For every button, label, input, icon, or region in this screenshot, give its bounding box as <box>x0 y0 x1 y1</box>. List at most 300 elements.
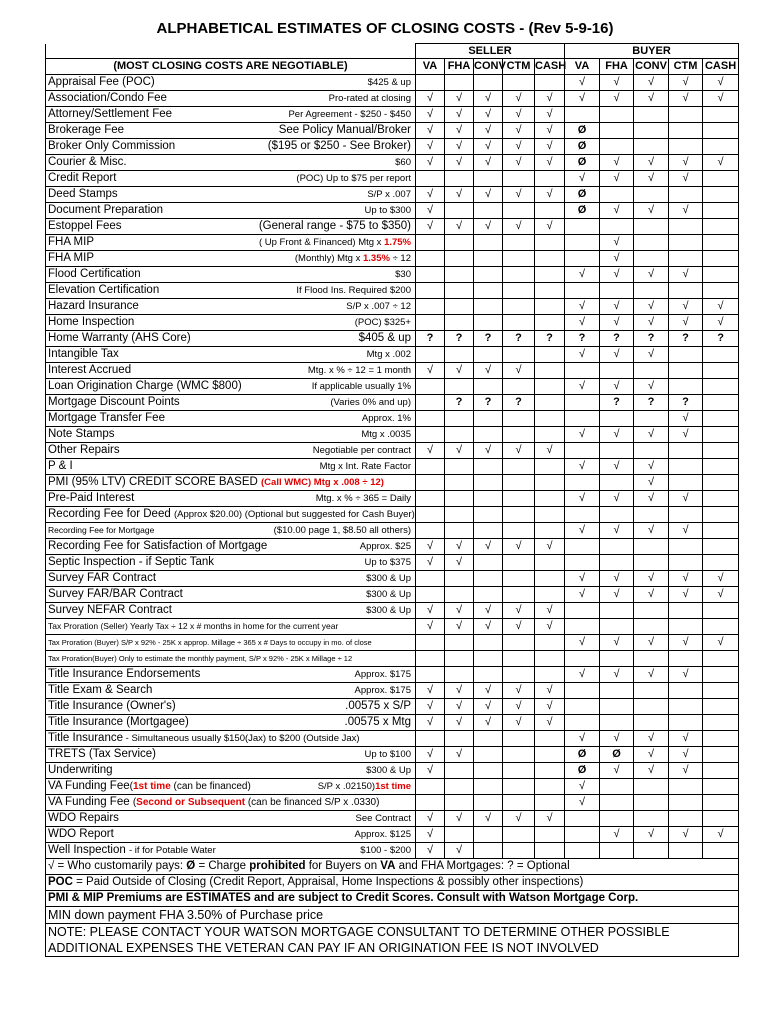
cost-item-value: Per Agreement - $250 - $450 <box>288 109 411 120</box>
mark-cell: √ <box>416 827 445 843</box>
cost-item <box>46 667 416 683</box>
mark-cell <box>634 363 669 379</box>
cost-item <box>46 811 416 827</box>
mark-cell <box>503 283 535 299</box>
mark-cell <box>703 395 739 411</box>
mark-cell: √ <box>703 587 739 603</box>
seller-cash-header: CASH <box>535 59 565 75</box>
mark-cell: √ <box>535 443 565 459</box>
table-row <box>46 491 739 507</box>
mark-cell <box>535 843 565 859</box>
mark-cell <box>503 491 535 507</box>
mark-cell <box>416 459 445 475</box>
mark-cell <box>416 251 445 267</box>
cost-item-name: Courier & Misc. <box>48 156 127 168</box>
mark-cell <box>474 827 503 843</box>
mark-cell: √ <box>600 379 634 395</box>
mark-cell <box>600 539 634 555</box>
mark-cell <box>600 603 634 619</box>
mark-cell <box>445 475 474 491</box>
cost-item-name: Brokerage Fee <box>48 124 125 136</box>
mark-cell <box>565 363 600 379</box>
mark-cell <box>703 763 739 779</box>
cost-item-name: Appraisal Fee (POC) <box>48 76 155 88</box>
table-row <box>46 747 739 763</box>
mark-cell: √ <box>600 347 634 363</box>
mark-cell <box>503 379 535 395</box>
mark-cell <box>535 347 565 363</box>
mark-cell: √ <box>416 219 445 235</box>
table-row <box>46 91 739 107</box>
mark-cell <box>474 571 503 587</box>
mark-cell <box>535 507 565 523</box>
mark-cell <box>634 443 669 459</box>
mark-cell <box>474 747 503 763</box>
mark-cell: √ <box>669 411 703 427</box>
mark-cell: √ <box>416 843 445 859</box>
table-row <box>46 699 739 715</box>
cost-item <box>46 219 416 235</box>
mark-cell: √ <box>634 203 669 219</box>
mark-cell <box>474 763 503 779</box>
table-row <box>46 331 739 347</box>
mark-cell: √ <box>416 715 445 731</box>
cost-item <box>46 507 416 523</box>
mark-cell <box>445 779 474 795</box>
mark-cell <box>416 283 445 299</box>
cost-item-value: Approx. $25 <box>359 541 411 552</box>
mark-cell: √ <box>535 811 565 827</box>
mark-cell: ? <box>669 331 703 347</box>
poc-line: POC = Paid Outside of Closing (Credit Report, Appraisal, Home Inspections & possibly other inspections) <box>46 875 739 891</box>
mark-cell <box>503 635 535 651</box>
mark-cell <box>474 75 503 91</box>
cost-item-name: Credit Report <box>48 172 117 184</box>
mark-cell <box>445 75 474 91</box>
seller-ctm-header: CTM <box>503 59 535 75</box>
mark-cell: √ <box>634 747 669 763</box>
mark-cell: √ <box>703 827 739 843</box>
table-row <box>46 251 739 267</box>
header-blank <box>46 44 416 59</box>
mark-cell: √ <box>503 155 535 171</box>
table-row <box>46 651 739 667</box>
mark-cell: √ <box>445 843 474 859</box>
cost-item-value: ($195 or $250 - See Broker) <box>267 140 411 152</box>
page-title: ALPHABETICAL ESTIMATES OF CLOSING COSTS - (Rev 5-9-16) <box>156 20 614 37</box>
mark-cell: √ <box>416 363 445 379</box>
mark-cell <box>669 811 703 827</box>
cost-item <box>46 571 416 587</box>
mark-cell <box>474 507 503 523</box>
mark-cell <box>474 459 503 475</box>
mark-cell <box>565 475 600 491</box>
mark-cell <box>669 187 703 203</box>
mark-cell <box>535 203 565 219</box>
mark-cell <box>703 811 739 827</box>
mark-cell <box>703 779 739 795</box>
mark-cell <box>474 491 503 507</box>
cost-item <box>46 315 416 331</box>
pmi-line: PMI & MIP Premiums are ESTIMATES and are subject to Credit Scores. Consult with Watson Mortgage Corp. <box>46 891 739 907</box>
cost-item-value: See Policy Manual/Broker <box>278 124 411 136</box>
mark-cell <box>416 731 445 747</box>
mark-cell: √ <box>474 603 503 619</box>
mark-cell: √ <box>634 155 669 171</box>
table-row <box>46 75 739 91</box>
cost-item <box>46 411 416 427</box>
table-row <box>46 283 739 299</box>
mark-cell: √ <box>565 523 600 539</box>
mark-cell: √ <box>565 299 600 315</box>
mark-cell <box>600 619 634 635</box>
cost-item-name: Well Inspection <box>48 844 129 856</box>
cost-item-name: Home Warranty (AHS Core) <box>48 332 191 344</box>
mark-cell <box>503 235 535 251</box>
table-row <box>46 203 739 219</box>
cost-item-value: ($10.00 page 1, $8.50 all others) <box>273 525 411 536</box>
mark-cell <box>565 699 600 715</box>
mark-cell: √ <box>600 171 634 187</box>
mark-cell <box>474 667 503 683</box>
mark-cell: √ <box>445 187 474 203</box>
mark-cell <box>416 523 445 539</box>
cost-item-value: $405 & up <box>358 332 411 344</box>
mark-cell <box>703 267 739 283</box>
mark-cell <box>503 587 535 603</box>
mark-cell <box>703 539 739 555</box>
mark-cell <box>474 235 503 251</box>
mark-cell: √ <box>669 203 703 219</box>
mark-cell <box>669 539 703 555</box>
mark-cell: √ <box>445 683 474 699</box>
mark-cell <box>669 347 703 363</box>
mark-cell <box>416 315 445 331</box>
mark-cell <box>416 379 445 395</box>
mark-cell: √ <box>565 491 600 507</box>
mark-cell: √ <box>416 203 445 219</box>
mark-cell <box>474 283 503 299</box>
mark-cell <box>535 475 565 491</box>
cost-item-name: Flood Certification <box>48 268 141 280</box>
cost-item-value: .00575 x Mtg <box>344 716 411 728</box>
mark-cell: √ <box>445 747 474 763</box>
mark-cell: √ <box>565 571 600 587</box>
mark-cell <box>503 731 535 747</box>
mark-cell <box>535 587 565 603</box>
table-row <box>46 763 739 779</box>
mark-cell: √ <box>474 107 503 123</box>
mark-cell <box>535 171 565 187</box>
legend-line: √ = Who customarily pays: Ø = Charge prohibited for Buyers on VA and FHA Mortgages: ? = Optional <box>46 859 739 875</box>
cost-item-name: FHA MIP <box>48 252 95 264</box>
cost-item-name: PMI (95% LTV) CREDIT SCORE BASED <box>48 476 262 488</box>
mark-cell <box>669 139 703 155</box>
table-row <box>46 395 739 411</box>
mark-cell <box>474 347 503 363</box>
mark-cell <box>445 523 474 539</box>
cost-item-value: Up to $100 <box>364 749 411 760</box>
cost-item <box>46 603 416 619</box>
mark-cell: √ <box>535 683 565 699</box>
mark-cell: √ <box>445 715 474 731</box>
mark-cell: √ <box>600 427 634 443</box>
mark-cell: √ <box>634 315 669 331</box>
cost-item <box>46 347 416 363</box>
mark-cell: √ <box>503 219 535 235</box>
mark-cell: √ <box>503 443 535 459</box>
mark-cell: √ <box>600 667 634 683</box>
table-row <box>46 843 739 859</box>
mark-cell: √ <box>703 315 739 331</box>
table-row <box>46 827 739 843</box>
cost-item <box>46 91 416 107</box>
mark-cell <box>600 187 634 203</box>
mark-cell <box>634 683 669 699</box>
mark-cell: √ <box>600 91 634 107</box>
highlight-text: (Call WMC) Mtg x .008 ÷ 12) <box>261 477 384 488</box>
mark-cell <box>600 507 634 523</box>
cost-item-name: Tax Proration (Buyer) S/P x 92% - 25K x approp. Millage ÷ 365 x # Days to occupy in mo. of close <box>48 638 372 647</box>
table-row <box>46 459 739 475</box>
mark-cell: √ <box>445 811 474 827</box>
mark-cell <box>416 795 445 811</box>
highlight-text: 1.35% <box>363 253 390 264</box>
table-row <box>46 507 739 523</box>
cost-item-value: Mtg x Int. Rate Factor <box>319 461 411 472</box>
mark-cell: √ <box>634 731 669 747</box>
mark-cell: Ø <box>565 747 600 763</box>
table-row <box>46 427 739 443</box>
mark-cell <box>535 731 565 747</box>
cost-item-value: $300 & Up <box>366 605 411 616</box>
mark-cell <box>703 443 739 459</box>
mark-cell: ? <box>600 395 634 411</box>
mark-cell <box>634 283 669 299</box>
cost-item-name: Mortgage Transfer Fee <box>48 412 165 424</box>
mark-cell: √ <box>600 155 634 171</box>
mark-cell: √ <box>669 299 703 315</box>
mark-cell <box>703 795 739 811</box>
mark-cell: √ <box>445 539 474 555</box>
mark-cell: √ <box>474 155 503 171</box>
mark-cell <box>565 411 600 427</box>
mark-cell <box>634 139 669 155</box>
mark-cell: √ <box>634 427 669 443</box>
mark-cell <box>703 619 739 635</box>
buyer-va-header: VA <box>565 59 600 75</box>
mark-cell: √ <box>535 539 565 555</box>
mark-cell <box>535 795 565 811</box>
mark-cell: √ <box>503 139 535 155</box>
mark-cell <box>565 539 600 555</box>
cost-item <box>46 235 416 251</box>
closing-costs-table <box>45 43 739 957</box>
mark-cell: √ <box>634 379 669 395</box>
mark-cell <box>445 299 474 315</box>
mark-cell <box>416 635 445 651</box>
cost-item-value: $100 - $200 <box>360 845 411 856</box>
cost-item-value: Mtg x .002 <box>366 349 411 360</box>
mark-cell: √ <box>669 155 703 171</box>
mark-cell <box>503 827 535 843</box>
mark-cell: √ <box>634 75 669 91</box>
mark-cell <box>669 843 703 859</box>
mark-cell: ? <box>474 395 503 411</box>
mark-cell <box>535 827 565 843</box>
table-row <box>46 603 739 619</box>
mark-cell: √ <box>669 763 703 779</box>
cost-item <box>46 139 416 155</box>
mark-cell <box>634 843 669 859</box>
mark-cell <box>669 555 703 571</box>
table-row <box>46 123 739 139</box>
mark-cell <box>503 267 535 283</box>
mark-cell <box>445 763 474 779</box>
table-row <box>46 683 739 699</box>
mark-cell <box>600 123 634 139</box>
table-row <box>46 171 739 187</box>
cost-item-value: $30 <box>395 269 411 280</box>
mark-cell <box>634 651 669 667</box>
mark-cell <box>445 731 474 747</box>
mark-cell: √ <box>634 171 669 187</box>
cost-item-note: (can be financed) <box>170 781 251 792</box>
mark-cell: √ <box>634 587 669 603</box>
mark-cell <box>445 203 474 219</box>
table-row <box>46 475 739 491</box>
mark-cell <box>634 123 669 139</box>
mark-cell <box>703 459 739 475</box>
mark-cell <box>445 459 474 475</box>
mark-cell <box>416 571 445 587</box>
table-row <box>46 619 739 635</box>
mark-cell <box>669 459 703 475</box>
buyer-group-header: BUYER <box>565 44 739 59</box>
mark-cell: √ <box>634 827 669 843</box>
mark-cell <box>634 507 669 523</box>
mark-cell: ? <box>416 331 445 347</box>
mark-cell <box>416 395 445 411</box>
mark-cell <box>445 795 474 811</box>
mark-cell: √ <box>600 571 634 587</box>
mark-cell <box>565 395 600 411</box>
mark-cell <box>445 507 474 523</box>
cost-item-name: Underwriting <box>48 764 113 776</box>
table-row <box>46 523 739 539</box>
table-row <box>46 811 739 827</box>
mark-cell: √ <box>445 443 474 459</box>
mark-cell: √ <box>565 315 600 331</box>
mark-cell <box>703 219 739 235</box>
mark-cell <box>416 235 445 251</box>
cost-item <box>46 155 416 171</box>
cost-item <box>46 267 416 283</box>
cost-item-value: Approx. $175 <box>354 685 411 696</box>
cost-item <box>46 715 416 731</box>
mark-cell: √ <box>416 107 445 123</box>
mark-cell: √ <box>535 107 565 123</box>
cost-item-name: Recording Fee for Satisfaction of Mortgage <box>48 540 268 552</box>
cost-item-name: Survey FAR/BAR Contract <box>48 588 183 600</box>
cost-item <box>46 843 416 859</box>
cost-item-name: Tax Proration (Seller) Yearly Tax ÷ 12 x # months in home for the current year <box>48 621 339 631</box>
table-row <box>46 779 739 795</box>
table-row <box>46 667 739 683</box>
mark-cell: √ <box>474 139 503 155</box>
mark-cell <box>703 283 739 299</box>
cost-item <box>46 331 416 347</box>
mark-cell: √ <box>600 315 634 331</box>
mark-cell <box>565 235 600 251</box>
mark-cell <box>703 475 739 491</box>
table-row <box>46 139 739 155</box>
mark-cell: Ø <box>565 123 600 139</box>
mark-cell: ? <box>445 331 474 347</box>
mark-cell <box>474 315 503 331</box>
mark-cell: √ <box>669 427 703 443</box>
mark-cell <box>703 651 739 667</box>
cost-item-name: Pre-Paid Interest <box>48 492 135 504</box>
cost-item <box>46 491 416 507</box>
mark-cell: √ <box>503 699 535 715</box>
mark-cell: √ <box>703 155 739 171</box>
mark-cell: √ <box>565 427 600 443</box>
cost-item-note: - Simultaneous usually $150(Jax) to $200 (Outside Jax) <box>123 733 360 744</box>
mark-cell <box>600 283 634 299</box>
mark-cell <box>503 475 535 491</box>
cost-item-name: Title Insurance (Mortgagee) <box>48 716 189 728</box>
cost-item <box>46 539 416 555</box>
cost-item <box>46 107 416 123</box>
cost-item-name: Document Preparation <box>48 204 164 216</box>
mark-cell: √ <box>535 123 565 139</box>
mark-cell <box>535 747 565 763</box>
mark-cell: √ <box>600 267 634 283</box>
mark-cell: √ <box>503 811 535 827</box>
mark-cell: √ <box>474 187 503 203</box>
table-row <box>46 411 739 427</box>
mark-cell <box>634 555 669 571</box>
mark-cell: √ <box>445 603 474 619</box>
buyer-conv-header: CONV <box>634 59 669 75</box>
mark-cell <box>703 427 739 443</box>
mark-cell <box>474 427 503 443</box>
mark-cell <box>503 747 535 763</box>
table-row <box>46 187 739 203</box>
mark-cell: √ <box>669 75 703 91</box>
cost-item <box>46 635 416 651</box>
mark-cell <box>565 603 600 619</box>
mark-cell: √ <box>535 155 565 171</box>
mark-cell: √ <box>565 171 600 187</box>
mark-cell <box>535 651 565 667</box>
mark-cell <box>416 651 445 667</box>
mark-cell <box>445 267 474 283</box>
cost-item <box>46 763 416 779</box>
mark-cell <box>634 107 669 123</box>
cost-item-value: S/P x .02150) <box>317 781 376 792</box>
mark-cell: Ø <box>565 203 600 219</box>
mark-cell: Ø <box>565 763 600 779</box>
cost-item-value: Pro-rated at closing <box>328 93 411 104</box>
mark-cell: ? <box>445 395 474 411</box>
mark-cell <box>600 363 634 379</box>
mark-cell <box>703 251 739 267</box>
table-row <box>46 315 739 331</box>
mark-cell <box>535 363 565 379</box>
cost-item-name: VA Funding Fee <box>48 796 133 808</box>
